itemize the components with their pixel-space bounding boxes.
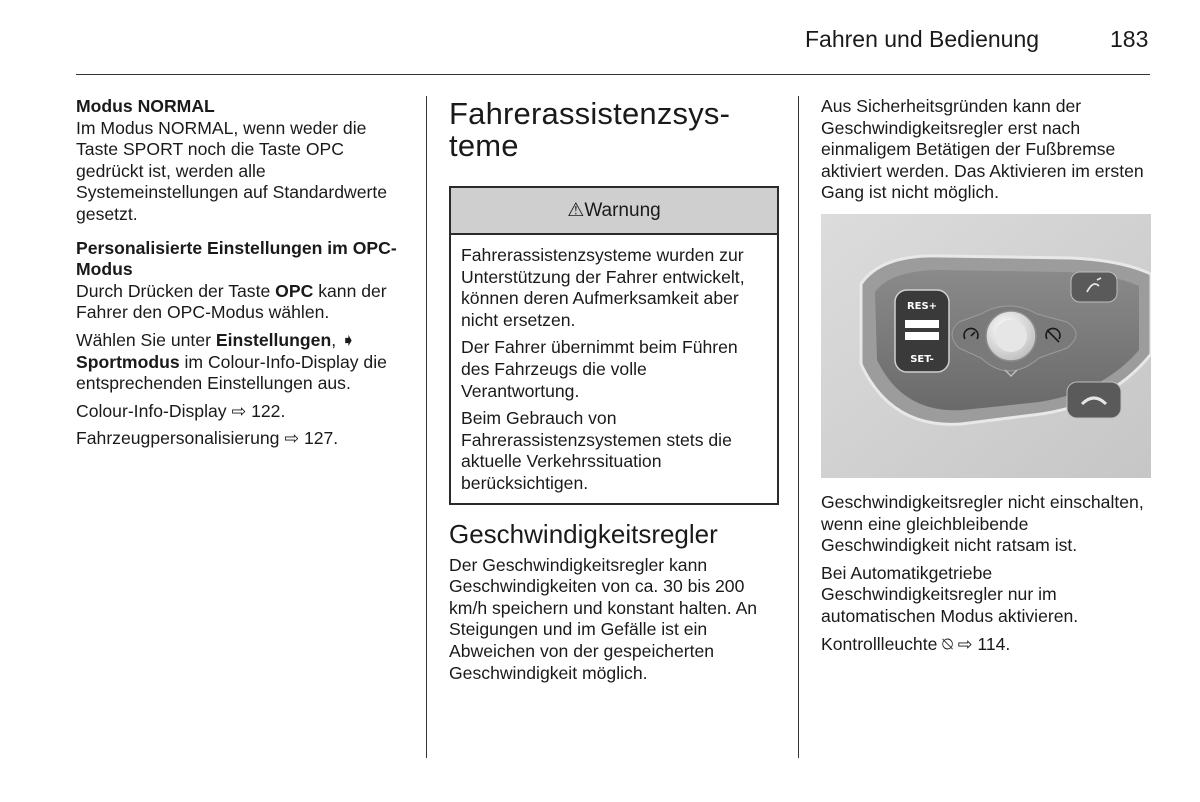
section-title: Fahrerassistenzsys- teme — [449, 96, 731, 163]
warning-body — [451, 235, 777, 503]
set-minus-label: SET- — [910, 353, 934, 365]
ref-colour-info-display: Colour-Info-Display ⇨ 122. — [76, 400, 286, 421]
opc-press-paragraph: Durch Drücken der Taste OPC kann der Fahrer den OPC-Modus wählen. — [76, 280, 387, 323]
warning-paragraph-1: Fahrerassistenzsysteme wurden zur Unterstützung der Fahrer entwickelt, können deren Aufmerksamkeit aber nicht ersetzen. — [461, 245, 745, 330]
opc-key-label: OPC — [275, 280, 314, 301]
settings-menu-label: Einstellungen — [215, 329, 332, 350]
column-left — [76, 96, 406, 456]
column-divider-2 — [798, 96, 799, 758]
arrow-icon: , ➧ — [331, 329, 356, 350]
mode-normal-heading: Modus NORMAL — [76, 96, 215, 116]
voice-icon — [1071, 272, 1117, 302]
warning-paragraph-3: Beim Gebrauch von Fahrerassistenzsystemen stets die aktuelle Verkehrssituation berücksichtigen. — [461, 408, 732, 493]
cruise-control-title: Geschwindigkeitsregler — [449, 518, 718, 549]
phone-icon — [1067, 382, 1121, 418]
indicator-light-ref: Kontrollleuchte ⍉ ⇨ 114. — [821, 633, 1011, 654]
warning-header: ⚠Warnung — [451, 188, 777, 235]
steering-wheel-controls-illustration — [821, 214, 1151, 478]
safety-paragraph: Aus Sicherheitsgründen kann der Geschwindigkeitsregler erst nach einmaligem Betätigen der Fußbremse aktiviert werden. Das Aktivieren im ersten Gang ist nicht möglich. — [821, 96, 1144, 203]
page-number: 183 — [1110, 26, 1149, 52]
mode-normal-text: Im Modus NORMAL, wenn weder die Taste SPORT noch die Taste OPC gedrückt ist, werden alle Systemeinstellungen auf Standardwerte gesetzt. — [76, 117, 388, 224]
ref-vehicle-personalization: Fahrzeugpersonalisierung ⇨ 127. — [76, 428, 339, 449]
warning-box — [449, 186, 779, 505]
warning-paragraph-2: Der Fahrer übernimmt beim Führen des Fahrzeugs die volle Verantwortung. — [461, 337, 738, 401]
column-middle — [449, 96, 779, 690]
header-rule — [76, 74, 1150, 75]
column-right — [821, 96, 1151, 661]
do-not-activate-paragraph: Geschwindigkeitsregler nicht einschalten, wenn eine gleichbleibende Geschwindigkeit nicht ratsam ist. — [821, 491, 1144, 556]
column-divider-1 — [426, 96, 427, 758]
cruise-control-text: Der Geschwindigkeitsregler kann Geschwindigkeiten von ca. 30 bis 200 km/h speichern und konstant halten. An Steigungen und im Gefälle ist ein Abweichen von der gespeicherten Geschwindigkeit möglich. — [449, 554, 758, 683]
sport-mode-label: Sportmodus — [76, 351, 180, 372]
personalized-settings-heading: Personalisierte Einstellungen im OPC-Modus — [76, 237, 397, 280]
header-title: Fahren und Bedienung — [805, 26, 1040, 52]
res-set-rocker — [895, 290, 949, 372]
settings-paragraph: Wählen Sie unter Einstellungen, ➧ Sportmodus im Colour-Info-Display die entsprechenden Einstellungen aus. — [76, 329, 387, 394]
res-plus-label: RES+ — [906, 300, 938, 312]
automatic-gearbox-paragraph: Bei Automatikgetriebe Geschwindigkeitsregler nur im automatischen Modus aktivieren. — [821, 562, 1079, 626]
